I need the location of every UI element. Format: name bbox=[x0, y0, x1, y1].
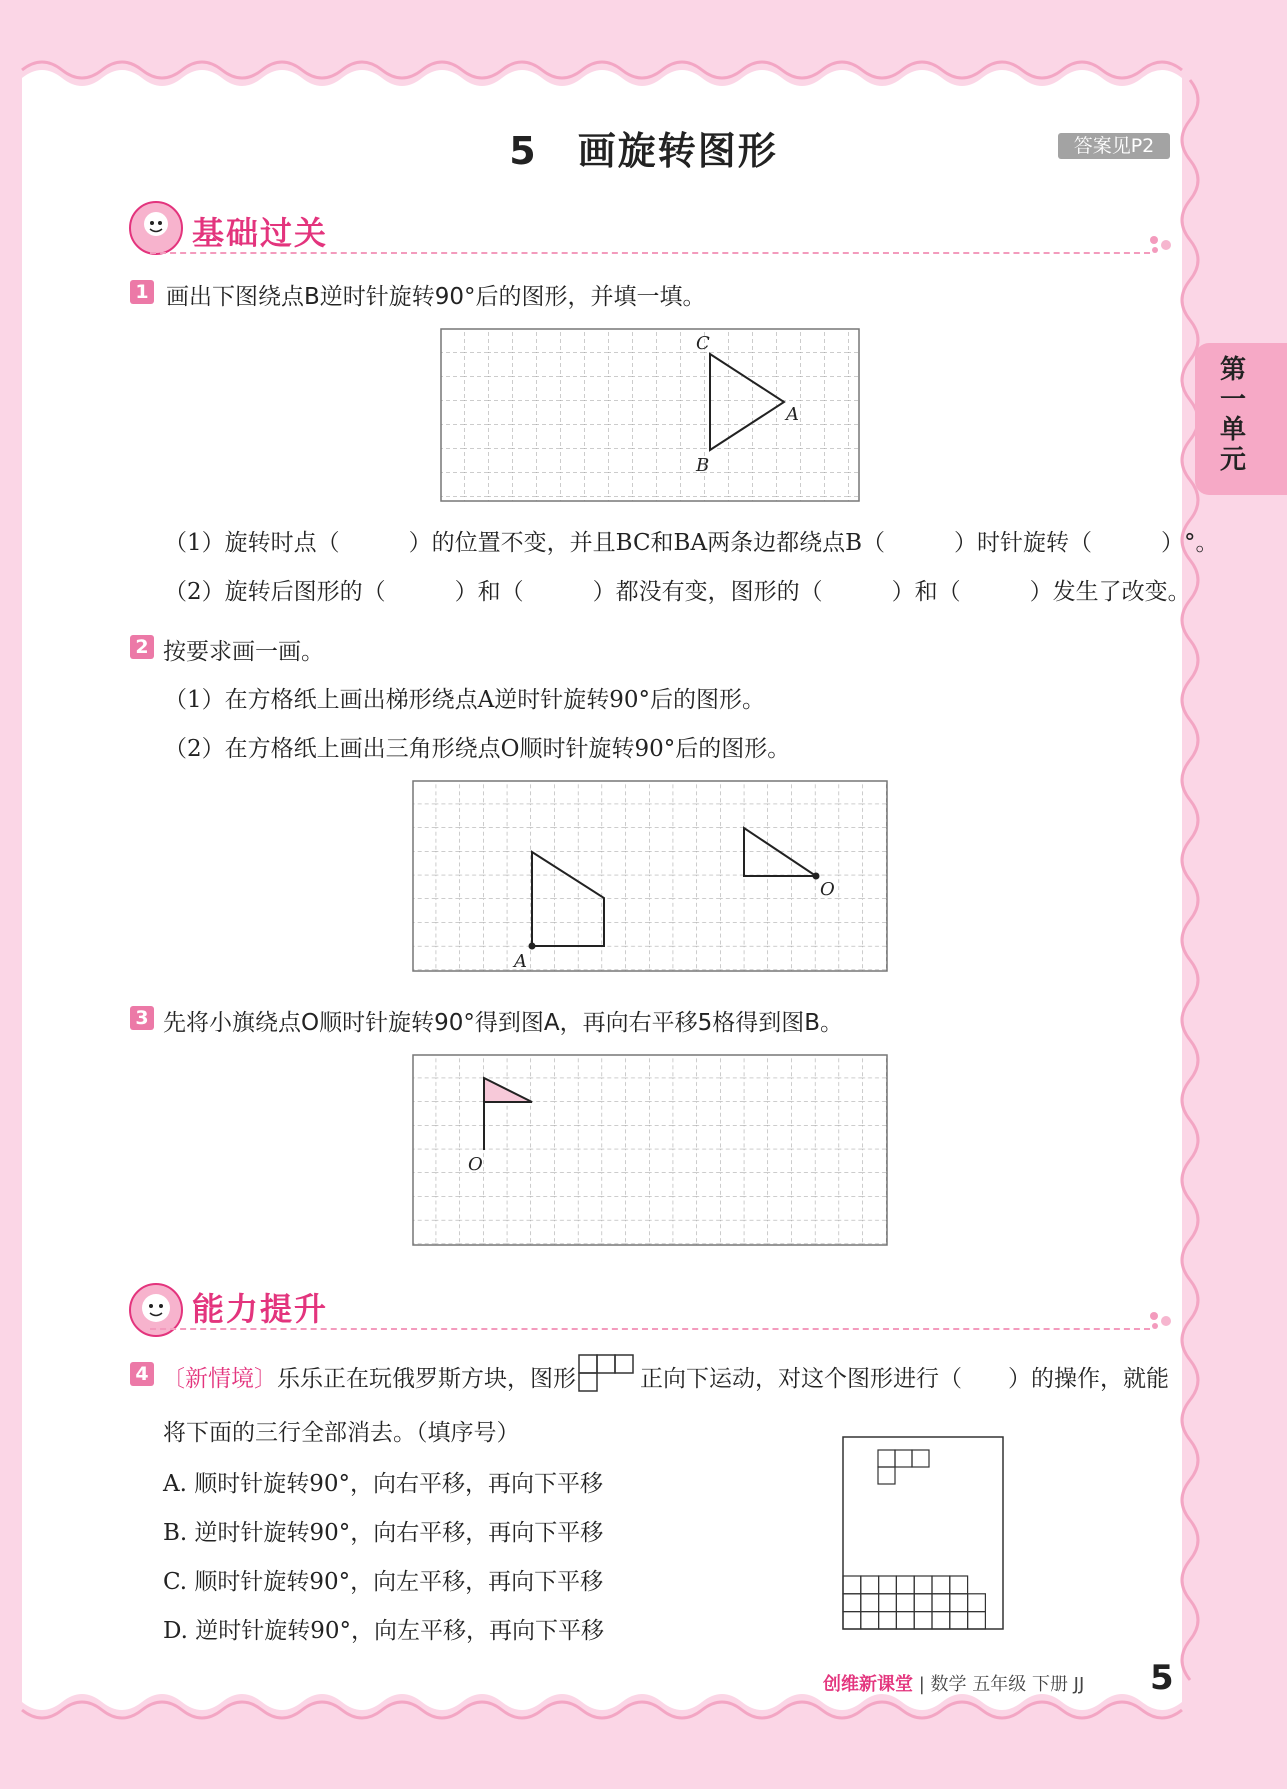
q4-prompt-a: 乐乐正在玩俄罗斯方块，图形 bbox=[277, 1366, 576, 1392]
question-number-4: 4 bbox=[130, 1362, 154, 1386]
answer-reference: 答案见P2 bbox=[1058, 133, 1170, 159]
section-advanced-title: 能力提升 bbox=[192, 1290, 329, 1328]
q4-option-a: A. 顺时针旋转90°，向右平移，再向下平移 bbox=[163, 1471, 603, 1497]
section-divider bbox=[150, 252, 1150, 254]
q4-tag: 〔新情境〕 bbox=[162, 1366, 277, 1392]
q2-point-o bbox=[813, 873, 820, 880]
q1-label-a: A bbox=[786, 404, 799, 425]
q1-sub1: （1）旋转时点（ ）的位置不变，并且BC和BA两条边都绕点B（ ）时针旋转（ ）°。 bbox=[164, 530, 1219, 556]
unit-tab-label: 第一单元 bbox=[1219, 355, 1246, 475]
q2-label-o: O bbox=[820, 879, 835, 900]
page-number: 5 bbox=[1150, 1658, 1174, 1698]
q1-grid bbox=[440, 328, 860, 502]
q4-option-d: D. 逆时针旋转90°，向左平移，再向下平移 bbox=[163, 1618, 605, 1644]
q2-sub2: （2）在方格纸上画出三角形绕点O顺时针旋转90°后的图形。 bbox=[164, 736, 791, 762]
section-basic-title: 基础过关 bbox=[192, 214, 329, 252]
q2-grid bbox=[412, 780, 888, 972]
q4-option-b: B. 逆时针旋转90°，向右平移，再向下平移 bbox=[163, 1520, 604, 1546]
q3-label-o: O bbox=[468, 1154, 483, 1175]
q1-prompt: 画出下图绕点B逆时针旋转90°后的图形，并填一填。 bbox=[166, 284, 706, 310]
q2-prompt: 按要求画一画。 bbox=[163, 639, 324, 665]
q4-tetromino-icon bbox=[578, 1354, 634, 1392]
q4-prompt-c: 将下面的三行全部消去。（填序号） bbox=[163, 1420, 520, 1446]
mascot-icon bbox=[128, 200, 184, 256]
q2-sub1: （1）在方格纸上画出梯形绕点A逆时针旋转90°后的图形。 bbox=[164, 687, 766, 713]
q4-prompt-b: 正向下运动，对这个图形进行（ ）的操作，就能 bbox=[640, 1366, 1169, 1392]
q1-label-b: B bbox=[696, 455, 710, 476]
q3-grid bbox=[412, 1054, 888, 1246]
q4-tetris-board bbox=[842, 1436, 1004, 1630]
q1-label-c: C bbox=[696, 333, 710, 354]
dots-icon bbox=[1148, 1310, 1174, 1330]
q3-prompt: 先将小旗绕点O顺时针旋转90°得到图A，再向右平移5格得到图B。 bbox=[163, 1010, 844, 1036]
footer-brand: 创维新课堂 bbox=[823, 1674, 913, 1695]
q2-point-a bbox=[529, 943, 536, 950]
page-title: 5 画旋转图形 bbox=[509, 129, 778, 173]
footer-info: | 数学 五年级 下册 JJ bbox=[918, 1674, 1085, 1695]
question-number-2: 2 bbox=[130, 635, 154, 659]
q4-option-c: C. 顺时针旋转90°，向左平移，再向下平移 bbox=[163, 1569, 604, 1595]
section-divider bbox=[150, 1328, 1150, 1330]
question-number-3: 3 bbox=[130, 1006, 154, 1030]
q2-label-a: A bbox=[514, 951, 527, 972]
q1-sub2: （2）旋转后图形的（ ）和（ ）都没有变，图形的（ ）和（ ）发生了改变。 bbox=[164, 579, 1191, 605]
footer bbox=[823, 1670, 1084, 1696]
unit-tab[interactable] bbox=[1195, 343, 1287, 495]
dots-icon bbox=[1148, 234, 1174, 254]
question-number-1: 1 bbox=[130, 280, 154, 304]
